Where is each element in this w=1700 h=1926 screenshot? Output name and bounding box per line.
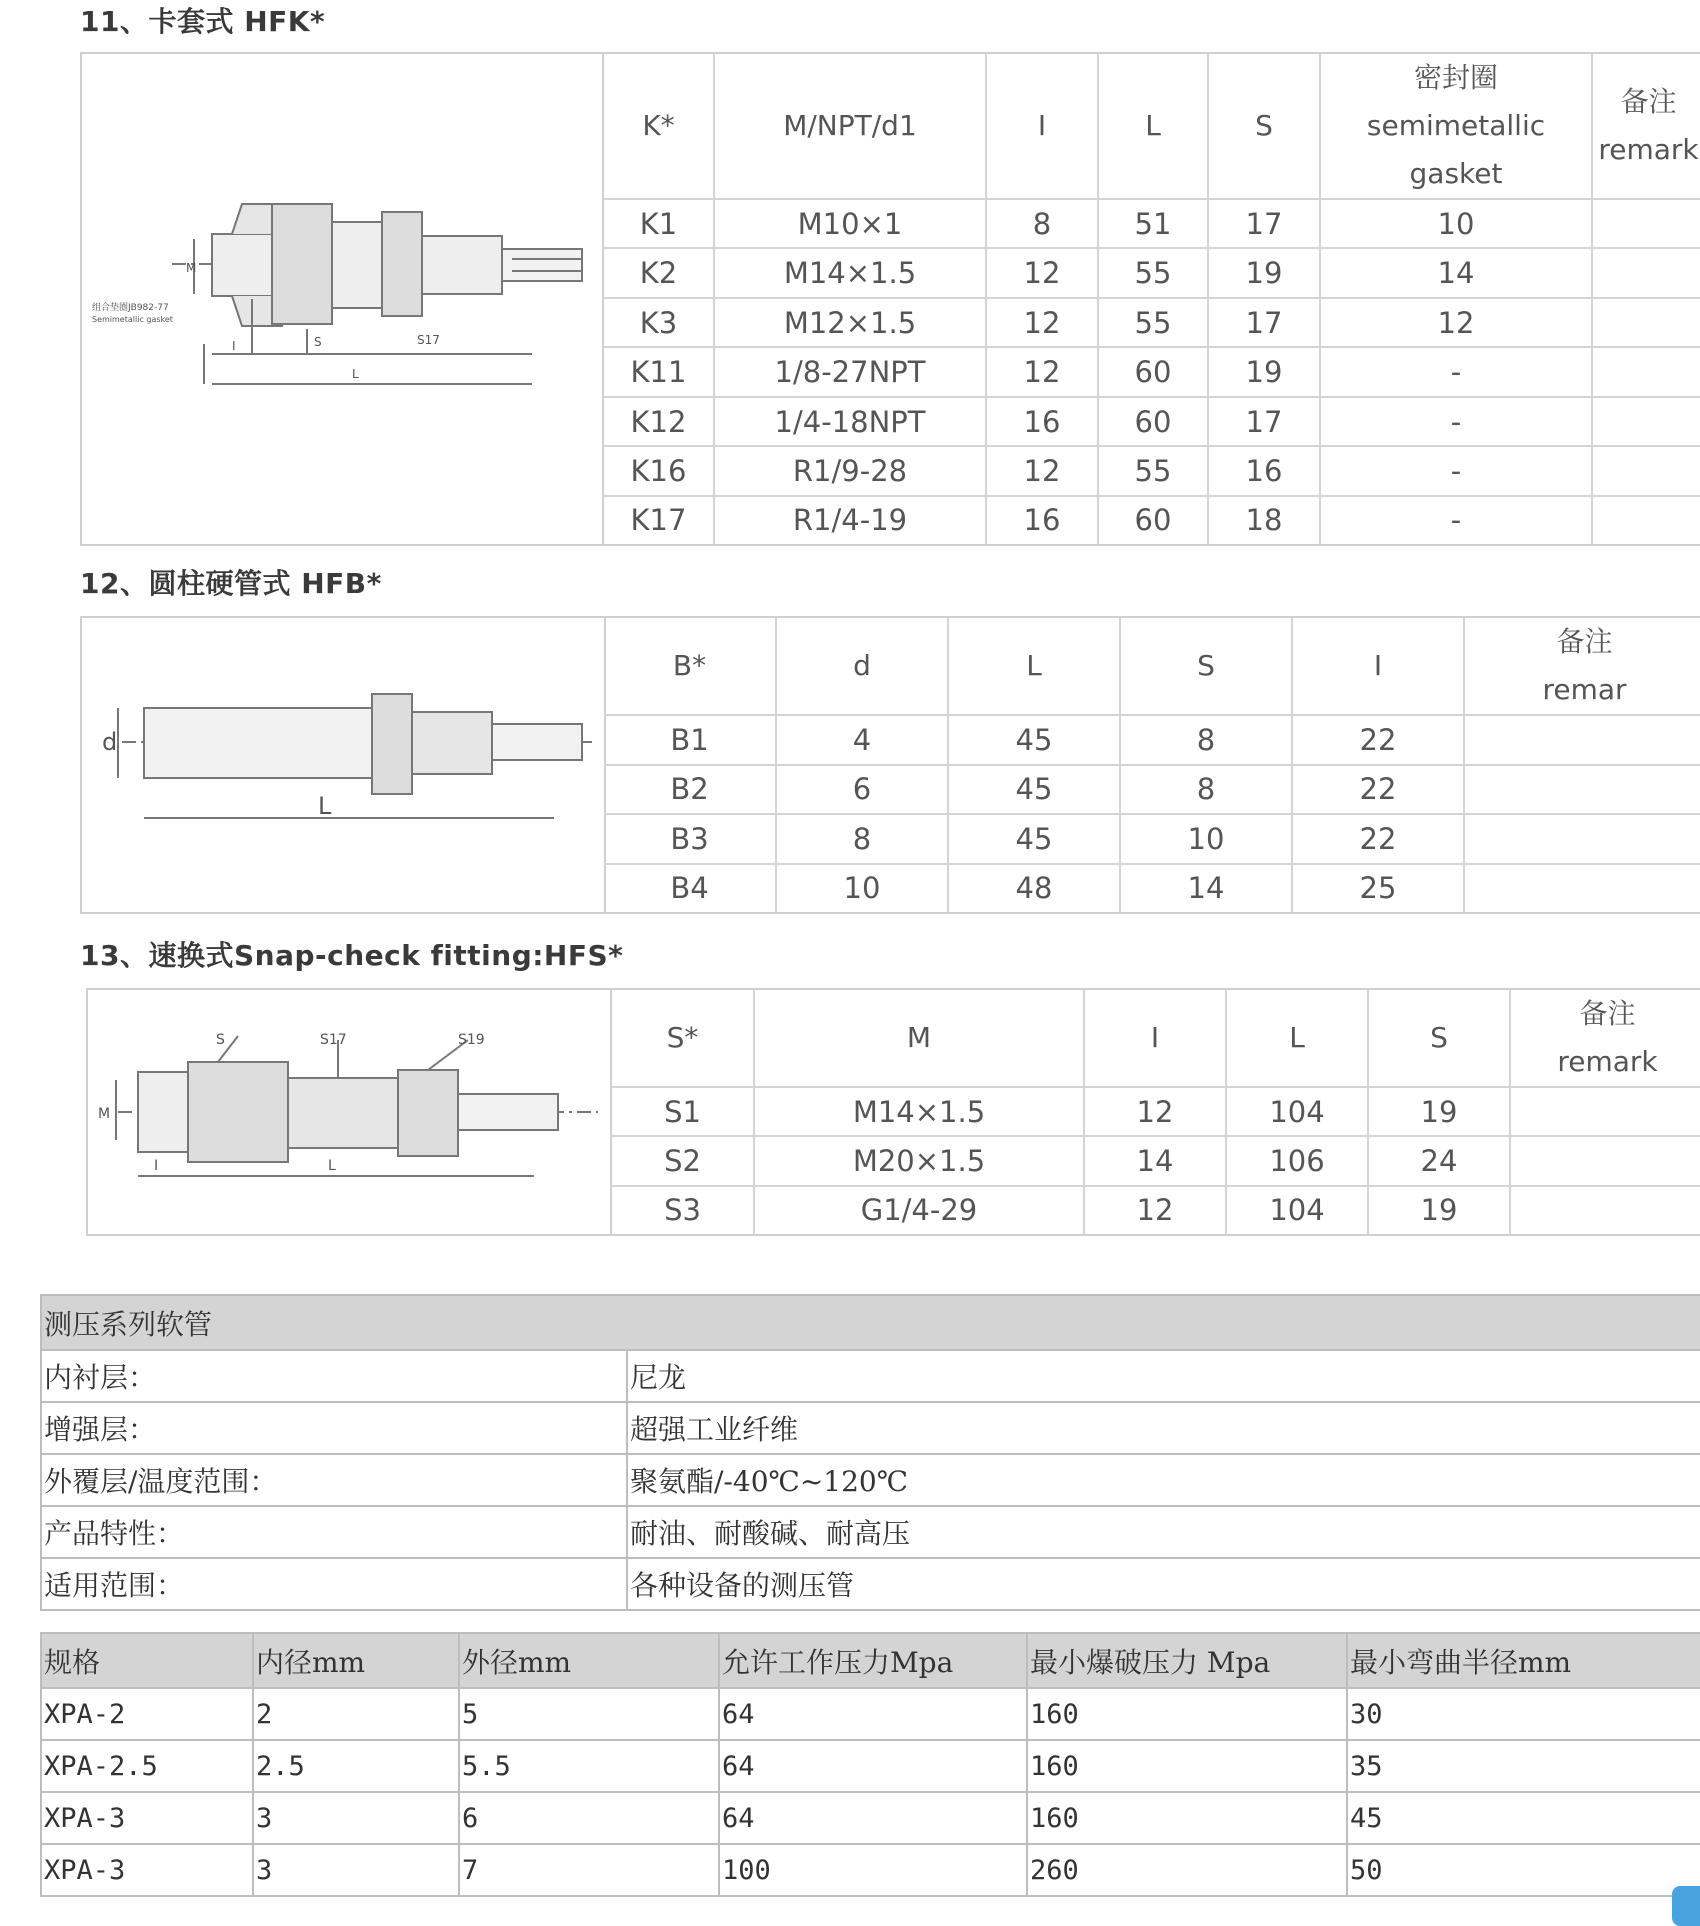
- cell: 55: [1098, 248, 1208, 297]
- cell: 16: [986, 397, 1098, 446]
- hfs-label-m: M: [98, 1106, 111, 1122]
- cell: 12: [986, 347, 1098, 396]
- spec-label: 适用范围：: [41, 1558, 627, 1610]
- hfs-header-row: [612, 990, 1700, 1087]
- cell: 64: [719, 1740, 1027, 1792]
- spec-label: 产品特性：: [41, 1506, 627, 1558]
- cell: G1/4-29: [754, 1186, 1084, 1234]
- spec-value: 尼龙: [627, 1350, 1700, 1402]
- cell: R1/9-28: [714, 446, 986, 495]
- cell: 160: [1027, 1688, 1347, 1740]
- table-row: [604, 446, 1700, 495]
- cell: 12: [986, 446, 1098, 495]
- cell: 18: [1208, 496, 1320, 544]
- cell: R1/4-19: [714, 496, 986, 544]
- cell: B3: [604, 814, 776, 864]
- cell: 100: [719, 1844, 1027, 1896]
- cell: -: [1320, 496, 1592, 544]
- cell: 64: [719, 1792, 1027, 1844]
- cell: 50: [1347, 1844, 1700, 1896]
- spec-value: 耐油、耐酸碱、耐高压: [627, 1506, 1700, 1558]
- cell: B1: [604, 715, 776, 765]
- cell: 19: [1368, 1087, 1510, 1136]
- cell: 19: [1208, 347, 1320, 396]
- cell: 48: [948, 864, 1120, 912]
- spec-title-row: [41, 1295, 1700, 1350]
- cell: 160: [1027, 1740, 1347, 1792]
- hfk-header-cell: I: [986, 54, 1098, 199]
- cell: 8: [1120, 765, 1292, 815]
- cell: 3: [253, 1844, 459, 1896]
- cell: B4: [604, 864, 776, 912]
- table-row: [41, 1402, 1700, 1454]
- table-row: [41, 1688, 1700, 1740]
- cell: 5: [459, 1688, 719, 1740]
- section-title-hfb: 12、圆柱硬管式 HFB*: [80, 567, 382, 600]
- hfb-header-cell: I: [1292, 618, 1464, 715]
- hfs-fitting-drawing: [88, 990, 610, 1234]
- cell: B2: [604, 765, 776, 815]
- hfb-label-l: L: [318, 792, 332, 820]
- cell: 35: [1347, 1740, 1700, 1792]
- hfb-table: [604, 618, 1700, 912]
- table-row: [604, 199, 1700, 248]
- cell: 14: [1320, 248, 1592, 297]
- hfk-label-gasket-en: Semimetallic gasket: [92, 315, 173, 324]
- cell: [1464, 765, 1700, 815]
- cell: 17: [1208, 397, 1320, 446]
- cell: 160: [1027, 1792, 1347, 1844]
- cell: S1: [612, 1087, 754, 1136]
- table-row: [604, 765, 1700, 815]
- table-row: [41, 1506, 1700, 1558]
- cell: 12: [986, 248, 1098, 297]
- pressure-header-cell: 内径mm: [253, 1633, 459, 1688]
- cell: K1: [604, 199, 714, 248]
- cell: K12: [604, 397, 714, 446]
- hfk-label-l: L: [352, 367, 359, 381]
- spec-value: 各种设备的测压管: [627, 1558, 1700, 1610]
- hfb-tube-drawing: [82, 618, 604, 912]
- pressure-header-row: [41, 1633, 1700, 1688]
- cell: S3: [612, 1186, 754, 1234]
- cell: M20×1.5: [754, 1136, 1084, 1185]
- spec-value: 聚氨酯/-40℃~120℃: [627, 1454, 1700, 1506]
- hfb-header-cell: L: [948, 618, 1120, 715]
- hfk-header-remark-cn: 备注: [1620, 85, 1677, 118]
- hfk-label-gasket: 组合垫圈JB982-77: [92, 303, 169, 313]
- hfs-label-s17: S17: [320, 1032, 347, 1048]
- pressure-table: [40, 1632, 1700, 1897]
- cell: 25: [1292, 864, 1464, 912]
- cell: 19: [1208, 248, 1320, 297]
- cell: 17: [1208, 199, 1320, 248]
- cell: 104: [1226, 1186, 1368, 1234]
- cell: 6: [459, 1792, 719, 1844]
- pressure-header-cell: 规格: [41, 1633, 253, 1688]
- hfb-block: [80, 616, 1700, 914]
- hfk-block: [80, 52, 1700, 546]
- cell: K16: [604, 446, 714, 495]
- spec-title: 测压系列软管: [41, 1295, 1700, 1350]
- cell: M12×1.5: [714, 298, 986, 347]
- cell: [1592, 397, 1700, 446]
- hfk-header-row: [604, 54, 1700, 199]
- cell: K17: [604, 496, 714, 544]
- table-row: [41, 1350, 1700, 1402]
- hfk-header-seal-en2: gasket: [1409, 157, 1503, 190]
- cell: 1/4-18NPT: [714, 397, 986, 446]
- table-row: [604, 347, 1700, 396]
- cell: 5.5: [459, 1740, 719, 1792]
- cell: [1592, 248, 1700, 297]
- table-row: [41, 1454, 1700, 1506]
- cell: XPA-2.5: [41, 1740, 253, 1792]
- cell: M10×1: [714, 199, 986, 248]
- cell: 104: [1226, 1087, 1368, 1136]
- hfs-header-cell: I: [1084, 990, 1226, 1087]
- hfs-header-cell: M: [754, 990, 1084, 1087]
- cell: 30: [1347, 1688, 1700, 1740]
- hfk-header-remark-en: remark: [1598, 133, 1699, 166]
- cell: 2: [253, 1688, 459, 1740]
- cell: 17: [1208, 298, 1320, 347]
- cell: 8: [986, 199, 1098, 248]
- cell: [1592, 199, 1700, 248]
- hfk-label-m: M: [186, 261, 197, 275]
- hfb-header-cell: d: [776, 618, 948, 715]
- spec-label: 内衬层：: [41, 1350, 627, 1402]
- hfs-header-cell: L: [1226, 990, 1368, 1087]
- hfs-header-remark-en: remark: [1557, 1045, 1658, 1078]
- cell: 45: [948, 765, 1120, 815]
- cell: [1592, 347, 1700, 396]
- hfk-header-cell: K*: [604, 54, 714, 199]
- hfb-drawing: [82, 618, 606, 912]
- spec-value: 超强工业纤维: [627, 1402, 1700, 1454]
- cell: 16: [1208, 446, 1320, 495]
- table-row: [41, 1844, 1700, 1896]
- hfk-header-seal-cn: 密封圈: [1413, 61, 1498, 94]
- cell: [1464, 715, 1700, 765]
- table-row: [604, 397, 1700, 446]
- hfb-header-row: [604, 618, 1700, 715]
- cell: M14×1.5: [714, 248, 986, 297]
- cell: 55: [1098, 446, 1208, 495]
- pressure-header-cell: 外径mm: [459, 1633, 719, 1688]
- hfk-header-cell: [1592, 54, 1700, 199]
- cell: [1592, 298, 1700, 347]
- hfb-header-remark-cn: 备注: [1556, 625, 1613, 658]
- cell: 64: [719, 1688, 1027, 1740]
- cell: XPA-3: [41, 1792, 253, 1844]
- table-row: [41, 1792, 1700, 1844]
- table-row: [604, 298, 1700, 347]
- table-row: [41, 1558, 1700, 1610]
- hfb-header-cell: S: [1120, 618, 1292, 715]
- cell: 8: [776, 814, 948, 864]
- cell: [1592, 446, 1700, 495]
- hfs-header-cell: S*: [612, 990, 754, 1087]
- section-title-hfk: 11、卡套式 HFK*: [80, 5, 326, 38]
- cell: 45: [948, 715, 1120, 765]
- cell: 8: [1120, 715, 1292, 765]
- hfk-fitting-drawing: [82, 54, 602, 544]
- cell: 60: [1098, 347, 1208, 396]
- cell: 19: [1368, 1186, 1510, 1234]
- hfs-block: [86, 988, 1700, 1236]
- table-row: [604, 496, 1700, 544]
- cell: 106: [1226, 1136, 1368, 1185]
- cell: -: [1320, 347, 1592, 396]
- pressure-header-cell: 最小弯曲半径mm: [1347, 1633, 1700, 1688]
- spec-label: 增强层：: [41, 1402, 627, 1454]
- cell: [1510, 1087, 1700, 1136]
- hfk-header-cell: [1320, 54, 1592, 199]
- cell: 14: [1084, 1136, 1226, 1185]
- cell: 22: [1292, 715, 1464, 765]
- pressure-header-cell: 允许工作压力Mpa: [719, 1633, 1027, 1688]
- cell: XPA-3: [41, 1844, 253, 1896]
- cell: 10: [776, 864, 948, 912]
- cell: 45: [948, 814, 1120, 864]
- hfk-drawing: [82, 54, 604, 544]
- cell: 24: [1368, 1136, 1510, 1185]
- cell: 10: [1320, 199, 1592, 248]
- hfs-table: [612, 990, 1700, 1234]
- cell: 22: [1292, 814, 1464, 864]
- cell: 14: [1120, 864, 1292, 912]
- cell: K3: [604, 298, 714, 347]
- hfb-label-d: d: [102, 728, 118, 756]
- section-title-hfs: 13、速换式Snap-check fitting:HFS*: [80, 939, 624, 972]
- table-row: [604, 715, 1700, 765]
- cell: 16: [986, 496, 1098, 544]
- cell: [1510, 1136, 1700, 1185]
- cell: 55: [1098, 298, 1208, 347]
- pressure-header-cell: 最小爆破压力 Mpa: [1027, 1633, 1347, 1688]
- hfk-header-cell: S: [1208, 54, 1320, 199]
- hfk-header-cell: M/NPT/d1: [714, 54, 986, 199]
- cell: 3: [253, 1792, 459, 1844]
- cell: 45: [1347, 1792, 1700, 1844]
- table-row: [612, 1186, 1700, 1234]
- hfs-label-l: L: [328, 1158, 336, 1174]
- hfs-label-s: S: [216, 1032, 225, 1048]
- cell: -: [1320, 446, 1592, 495]
- hfk-table: [604, 54, 1700, 544]
- hfk-label-i: I: [232, 339, 236, 353]
- cell: M14×1.5: [754, 1087, 1084, 1136]
- cell: S2: [612, 1136, 754, 1185]
- hose-spec-table: [40, 1294, 1700, 1611]
- cell: 12: [1084, 1087, 1226, 1136]
- hfk-label-s17: S17: [417, 333, 440, 347]
- table-row: [612, 1136, 1700, 1185]
- table-row: [604, 864, 1700, 912]
- cell: -: [1320, 397, 1592, 446]
- cell: 12: [1320, 298, 1592, 347]
- cell: K2: [604, 248, 714, 297]
- table-row: [41, 1740, 1700, 1792]
- cell: 1/8-27NPT: [714, 347, 986, 396]
- hfk-label-s: S: [314, 335, 322, 349]
- cell: [1464, 864, 1700, 912]
- cell: 12: [1084, 1186, 1226, 1234]
- cell: 60: [1098, 496, 1208, 544]
- cell: [1510, 1186, 1700, 1234]
- table-row: [604, 248, 1700, 297]
- hfs-label-s19: S19: [458, 1032, 485, 1048]
- cell: [1592, 496, 1700, 544]
- hfs-header-remark-cn: 备注: [1579, 997, 1636, 1030]
- cell: XPA-2: [41, 1688, 253, 1740]
- hfs-label-i: I: [154, 1158, 159, 1174]
- cell: 2.5: [253, 1740, 459, 1792]
- cell: 4: [776, 715, 948, 765]
- table-row: [604, 814, 1700, 864]
- cell: 10: [1120, 814, 1292, 864]
- floating-action-button[interactable]: [1672, 1886, 1700, 1926]
- spec-label: 外覆层/温度范围：: [41, 1454, 627, 1506]
- cell: 260: [1027, 1844, 1347, 1896]
- cell: [1464, 814, 1700, 864]
- hfs-header-cell: S: [1368, 990, 1510, 1087]
- cell: 12: [986, 298, 1098, 347]
- cell: 6: [776, 765, 948, 815]
- hfk-header-cell: L: [1098, 54, 1208, 199]
- table-row: [612, 1087, 1700, 1136]
- hfk-header-seal-en: semimetallic: [1366, 109, 1546, 142]
- hfb-header-remark-en: remar: [1542, 673, 1627, 706]
- hfs-header-cell: [1510, 990, 1700, 1087]
- cell: 22: [1292, 765, 1464, 815]
- hfb-header-cell: [1464, 618, 1700, 715]
- cell: 60: [1098, 397, 1208, 446]
- cell: K11: [604, 347, 714, 396]
- hfs-drawing: [88, 990, 612, 1234]
- hfb-header-cell: B*: [604, 618, 776, 715]
- cell: 7: [459, 1844, 719, 1896]
- cell: 51: [1098, 199, 1208, 248]
